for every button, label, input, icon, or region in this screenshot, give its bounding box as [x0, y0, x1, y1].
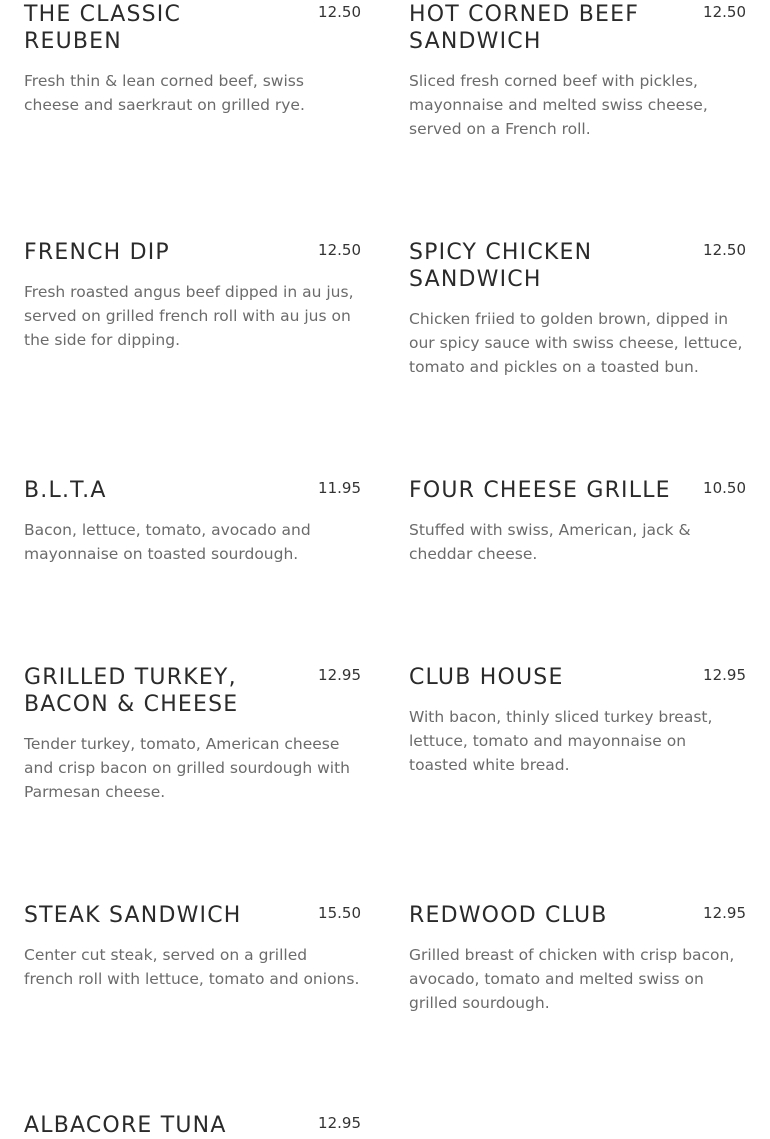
menu-item-name: CLUB HOUSE: [409, 665, 564, 690]
menu-item-name: SPICY CHICKEN SANDWICH: [409, 240, 593, 292]
menu-item-classic-reuben: [24, 1, 361, 117]
menu-item-price: 12.95: [703, 666, 746, 684]
menu-item-header: [24, 239, 361, 266]
menu-item-price: 11.95: [318, 479, 361, 497]
menu-item-description: Chicken friied to golden brown, dipped in our spicy sauce with swiss cheese, lettuce, tomato and pickles on a toasted bun.: [409, 310, 743, 376]
menu-item-header: [24, 664, 361, 718]
menu-item-description: Tender turkey, tomato, American cheese and crisp bacon on grilled sourdough with Parmesan cheese.: [24, 735, 350, 801]
menu-item-price: 12.50: [703, 241, 746, 259]
menu-item-price: 10.50: [703, 479, 746, 497]
menu-item-price: 15.50: [318, 904, 361, 922]
menu-item-header: [409, 1, 746, 55]
menu-item-price: 12.95: [318, 1114, 361, 1132]
menu-item-name: ALBACORE TUNA: [24, 1113, 227, 1138]
menu-item-french-dip: [24, 239, 361, 352]
menu-item-price: 12.95: [703, 904, 746, 922]
menu-item-description: Fresh thin & lean corned beef, swiss cheese and saerkraut on grilled rye.: [24, 72, 305, 114]
menu-item-header: [24, 477, 361, 504]
menu-item-price: 12.95: [318, 666, 361, 684]
menu-item-header: [24, 902, 361, 929]
menu-item-club-house: [409, 664, 746, 777]
menu-item-name: GRILLED TURKEY, BACON & CHEESE: [24, 665, 239, 717]
menu-item-price: 12.50: [318, 241, 361, 259]
menu-item-name: THE CLASSIC REUBEN: [24, 2, 182, 54]
menu-item-grilled-turkey: [24, 664, 361, 804]
menu-item-name: STEAK SANDWICH: [24, 903, 242, 928]
menu-item-name: FRENCH DIP: [24, 240, 170, 265]
menu-item-header: [409, 902, 746, 929]
menu-item-four-cheese-grille: [409, 477, 746, 566]
menu-item-header: [409, 477, 746, 504]
menu-item-description: Sliced fresh corned beef with pickles, mayonnaise and melted swiss cheese, served on a French roll.: [409, 72, 708, 138]
menu-item-description: Bacon, lettuce, tomato, avocado and mayonnaise on toasted sourdough.: [24, 521, 311, 563]
menu-item-name: FOUR CHEESE GRILLE: [409, 478, 671, 503]
menu-item-blta: [24, 477, 361, 566]
menu-item-name: B.L.T.A: [24, 478, 107, 503]
menu-item-albacore-tuna: [24, 1112, 361, 1139]
menu-item-spicy-chicken: [409, 239, 746, 379]
menu-item-description: Center cut steak, served on a grilled french roll with lettuce, tomato and onions.: [24, 946, 360, 988]
menu-item-description: Stuffed with swiss, American, jack & cheddar cheese.: [409, 521, 691, 563]
menu-item-header: [24, 1112, 361, 1139]
menu-item-header: [24, 1, 361, 55]
menu-item-hot-corned-beef: [409, 1, 746, 141]
menu-item-description: Grilled breast of chicken with crisp bacon, avocado, tomato and melted swiss on grilled sourdough.: [409, 946, 735, 1012]
menu-item-header: [409, 239, 746, 293]
menu-item-name: REDWOOD CLUB: [409, 903, 608, 928]
menu-item-price: 12.50: [703, 3, 746, 21]
menu-item-price: 12.50: [318, 3, 361, 21]
menu-item-name: HOT CORNED BEEF SANDWICH: [409, 2, 640, 54]
menu-item-header: [409, 664, 746, 691]
menu-item-steak-sandwich: [24, 902, 361, 991]
menu-item-redwood-club: [409, 902, 746, 1015]
menu-item-description: Fresh roasted angus beef dipped in au jus, served on grilled french roll with au jus on the side for dipping.: [24, 283, 354, 349]
menu-item-description: With bacon, thinly sliced turkey breast, lettuce, tomato and mayonnaise on toasted white bread.: [409, 708, 713, 774]
